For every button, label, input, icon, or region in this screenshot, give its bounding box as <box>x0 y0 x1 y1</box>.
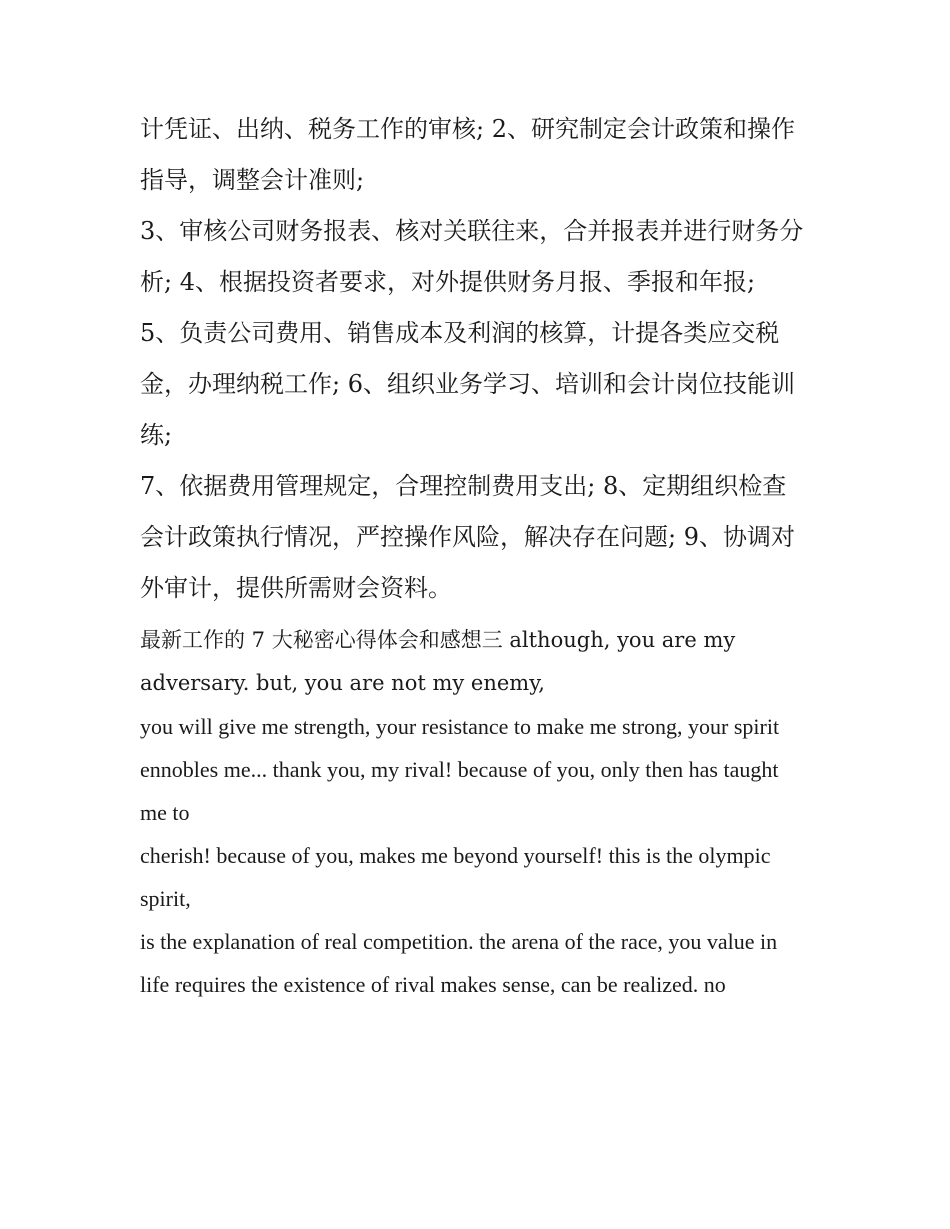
paragraph-duties-5-6: 5、负责公司费用、销售成本及利润的核算，计提各类应交税金，办理纳税工作; 6、组织业务学习、培训和会计岗位技能训练; <box>140 319 795 449</box>
paragraph-duties-7-9: 7、依据费用管理规定，合理控制费用支出; 8、定期组织检查会计政策执行情况，严控操作风险，解决存在问题; 9、协调对外审计，提供所需财会资料。 <box>140 472 795 602</box>
paragraph-essay-line: is the explanation of real competition. the arena of the race, you value in <box>140 929 778 954</box>
paragraph-essay-line: ennobles me... thank you, my rival! because of you, only then has taught me to <box>140 757 779 825</box>
paragraph-duties-3-4: 3、审核公司财务报表、核对关联往来，合并报表并进行财务分析; 4、根据投资者要求，对外提供财务月报、季报和年报; <box>140 217 804 296</box>
paragraph-duties-1-2: 计凭证、出纳、税务工作的审核; 2、研究制定会计政策和操作指导，调整会计准则; <box>140 115 795 194</box>
paragraph-essay-line: life requires the existence of rival makes sense, can be realized. no <box>140 972 726 997</box>
paragraph-essay-line: cherish! because of you, makes me beyond yourself! this is the olympic spirit, <box>140 843 771 911</box>
document-body <box>140 104 810 1006</box>
paragraph-essay-line: you will give me strength, your resistance to make me strong, your spirit <box>140 714 780 739</box>
paragraph-essay-intro: 最新工作的 7 大秘密心得体会和感想三 although, you are my adversary. but, you are not my enemy, <box>140 628 736 695</box>
